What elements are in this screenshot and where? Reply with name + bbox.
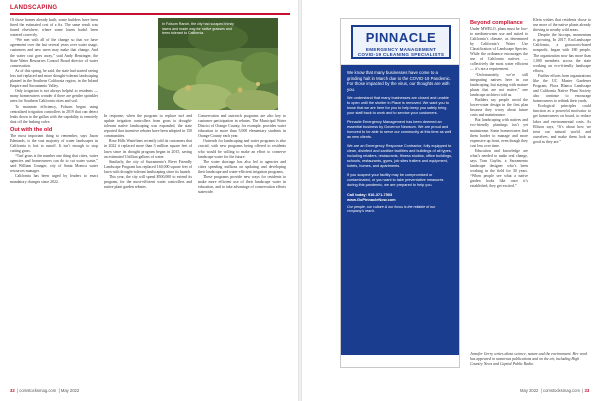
publication-url: comstocksmag.com: [542, 388, 580, 393]
article-photo: [158, 18, 278, 110]
ad-website-link[interactable]: www.GoPinnacleNow.com: [347, 196, 396, 202]
paragraph: Further efforts from organizations like the UC Master Gardener Program, Flora Blanca Landscape and California Native Plant Society also continue to encourage homeowners to rethink their yards.: [533, 73, 591, 104]
ad-tagline: Our people, our culture & our focus is the reliable of our company's reach.: [347, 204, 436, 213]
paragraph: Only irrigation is not always helpful to residents — many homeowners wonder if there are gentler sprinkler rates for Southern California cities and soil.: [10, 89, 98, 104]
logo-name: PINNACLE: [365, 30, 437, 45]
paragraph: These programs provide new ways for residents to make more efficient use of their landscape water in education, and to take advantage of conservation efforts statewide.: [198, 175, 286, 195]
paragraph: To maintain efficiency, Folsom began using centralized irrigation controllers in 2019 that can detect leaks down to the gallon with the capability to remotely shut off the leaking valve.: [10, 104, 98, 124]
ad-phone[interactable]: Call today: 916-371-7503: [347, 191, 393, 197]
page-footer-left: 32 | comstocksmag.com | May 2022: [10, 388, 80, 393]
paragraph: As of this spring, he said, the state had started seeing less turf replaced and more drought-tolerant landscaping planted in the Southern California region, in the Inland Empire and Sacramento Valley.: [10, 68, 98, 88]
ad-paragraph: We are an Emergency Response Contractor, fully equipped to clean, disinfect and sanitize facilities and buildings of all types, including retailers, restaurants, fitness studios, office buildings, schools, restaurants, gyms, job sites trailers and equipment, hotels, homes, and apartments.: [347, 143, 453, 169]
paragraph: Outreach for landscaping and water programs is also crucial, with new programs being offered to residents who would be willing to make an effort to conserve landscape water for the future.: [198, 139, 286, 159]
paragraph: Builders say people avoid the lower-water design in the first plan because they worry about future costs and maintenance.: [470, 98, 528, 118]
ad-paragraph: Pinnacle Emergency Management has been deemed an essential business by Governor Newsom. We are proud and honored to be able to serve our community at this time as well as new clients.: [347, 119, 452, 140]
page-number: 32: [10, 388, 15, 393]
ad-paragraph: If you suspect your facility may be compromised or contaminated, or you want to take preventative measures during this pandemic, we are prepared to help you.: [347, 172, 444, 188]
article-column-1: [10, 18, 98, 380]
paragraph: “Turf grass is the number one thing that cities, water agencies and homeowners can do to cut water waste,” said William Granger, city of Santa Monica water resources manager.: [10, 154, 98, 174]
right-article-column-2: [533, 18, 591, 348]
page-footer-right: May 2022 | comstocksmag.com | 33: [520, 388, 590, 393]
paragraph: Education and knowledge are what’s needed to make real change, says Tom Gaylin, a Sacramento landscape designer who’s been working in the field for 30 years. “When people see what a native garden looks like once it’s established, they get excited.”: [470, 148, 528, 189]
logo-subtitle: EMERGENCY MANAGEMENT COVID-19 CLEANING SPECIALISTS: [357, 47, 445, 57]
paragraph: Despite the hiccups, momentum is growing. In 2017, EcoLandscape California, a grassroots-based nonprofit, began with 180 people. The organization now has more than 1,000 members across the state working on eco-friendly landscape efforts.: [533, 33, 591, 73]
article-column-2: [104, 114, 192, 380]
paragraph: “We met with all of the change so that we have agreement over the last several years over water usage, customers and new users may make that change. And the water cost goes away,” said Andy Benzinger, the State Water Resources Control Board director of water conservation.: [10, 38, 98, 68]
right-article-column-1: [470, 18, 528, 380]
paragraph: Klein wishes that residents chose to use more of the native plants already thriving in nearby wild areas.: [533, 18, 591, 33]
issue-date: May 2022: [520, 388, 539, 393]
paragraph: But landscaping with natives and eco-friendly plantings isn’t yet mainstream. Some homeowners find them harder to manage and more expensive up front, even though they cost less over time.: [470, 118, 528, 148]
issue-date: May 2022: [60, 388, 80, 393]
paragraph: The most important thing to remember, says Jason Edmonds, is the vast majority of water landscapes in California is lost to runoff. It isn’t enough to stop cutting grass.: [10, 133, 98, 153]
paragraph: This year, the city will spend $500,000 to extend its program, for the most-efficient water controllers and native plant garden rebates.: [104, 175, 192, 190]
article-column-3: [198, 114, 286, 380]
paragraph: Conservation and outreach programs are also key to customer participation in rebates. The Municipal Water District of Orange County, for example, provides water education to more than 5,000 elementary students in Orange County each year.: [198, 114, 286, 139]
paragraph: Rose Hills Waterlines recently told its customers that in 2022 it replaced more than 3 million square feet of lawn since its drought program began in 2015, saving an estimated 3 billion gallons of water.: [104, 139, 192, 159]
paragraph: In response, when the program to replace turf and update irrigation controllers from grass to drought-tolerant native landscaping was expanded, the state reported that incentive rebates have been adopted in 150 communities.: [104, 114, 192, 139]
paragraph: Under MWELO, plans must be low- to medium-water use and suited to California’s climate, as determined by California’s Water Use Classification of Landscape Species. While the ordinance encourages the use of California natives — collectively the most water efficient — it’s not a requirement.: [470, 27, 528, 72]
paragraph: Similarly, the city of Sacramento's River Friendly Landscape Program has replaced 160,000 square feet of lawn with drought-tolerant landscaping since its launch.: [104, 159, 192, 174]
page-number: 33: [584, 388, 590, 393]
ad-paragraph: We understand that many businesses are closed and unable to open until the shelter in Place is removed. We want you to know that we are here for you to help keep you safely bring your staff back to work and to service your customers.: [347, 95, 449, 116]
photo-caption: In Folsom Ranch, the city had scraped thirsty lawns and made way for native grasses and trees tolerant to California.: [162, 22, 234, 36]
section-tag: LANDSCAPING: [10, 5, 58, 11]
ad-lead: We know that many businesses have come to a grinding halt in March due to the COVID-19 Pandemic. For those impacted by the virus, our thoughts are with you.: [347, 70, 451, 92]
ad-body: [341, 65, 459, 355]
publication-url: comstocksmag.com: [19, 388, 57, 393]
paragraph: California has been urged by leaders to enact mandatory changes since 2022.: [10, 174, 98, 184]
section-rule: [10, 13, 290, 15]
subheading: Beyond compliance: [470, 20, 523, 26]
pinnacle-advertisement[interactable]: [340, 18, 460, 368]
pinnacle-logo: [351, 25, 451, 59]
paragraph: The water shortage has also led to agencies and cities spending millions on updating and developing their landscape and water-efficient irrigation programs.: [198, 159, 286, 174]
author-bio: Jennifer Gerry writes about science, nature and the environment. Her work has appeared in numerous publications and on the air, including High Country News and Capital Public Radio.: [470, 352, 588, 366]
ad-logo-area: [341, 19, 459, 65]
subheading: Out with the old: [10, 126, 53, 133]
paragraph: Ecological principles could function as a powerful motivator to get homeowners on board, to reduce labor and environmental costs. As Ellison says, “It’s about how we treat our natural world, and ourselves, and make them look as good as they are.”: [533, 104, 591, 144]
paragraph: “Unfortunately, we’re still integrating natives here in our landscaping, but staying with mature plants that are not native,” one landscape architect told us.: [470, 72, 528, 97]
paragraph: Of those homes already built, some builders have been fined the estimated cost of a fix. The same result was found elsewhere, where some lawns hadn't been watered correctly.: [10, 18, 98, 38]
